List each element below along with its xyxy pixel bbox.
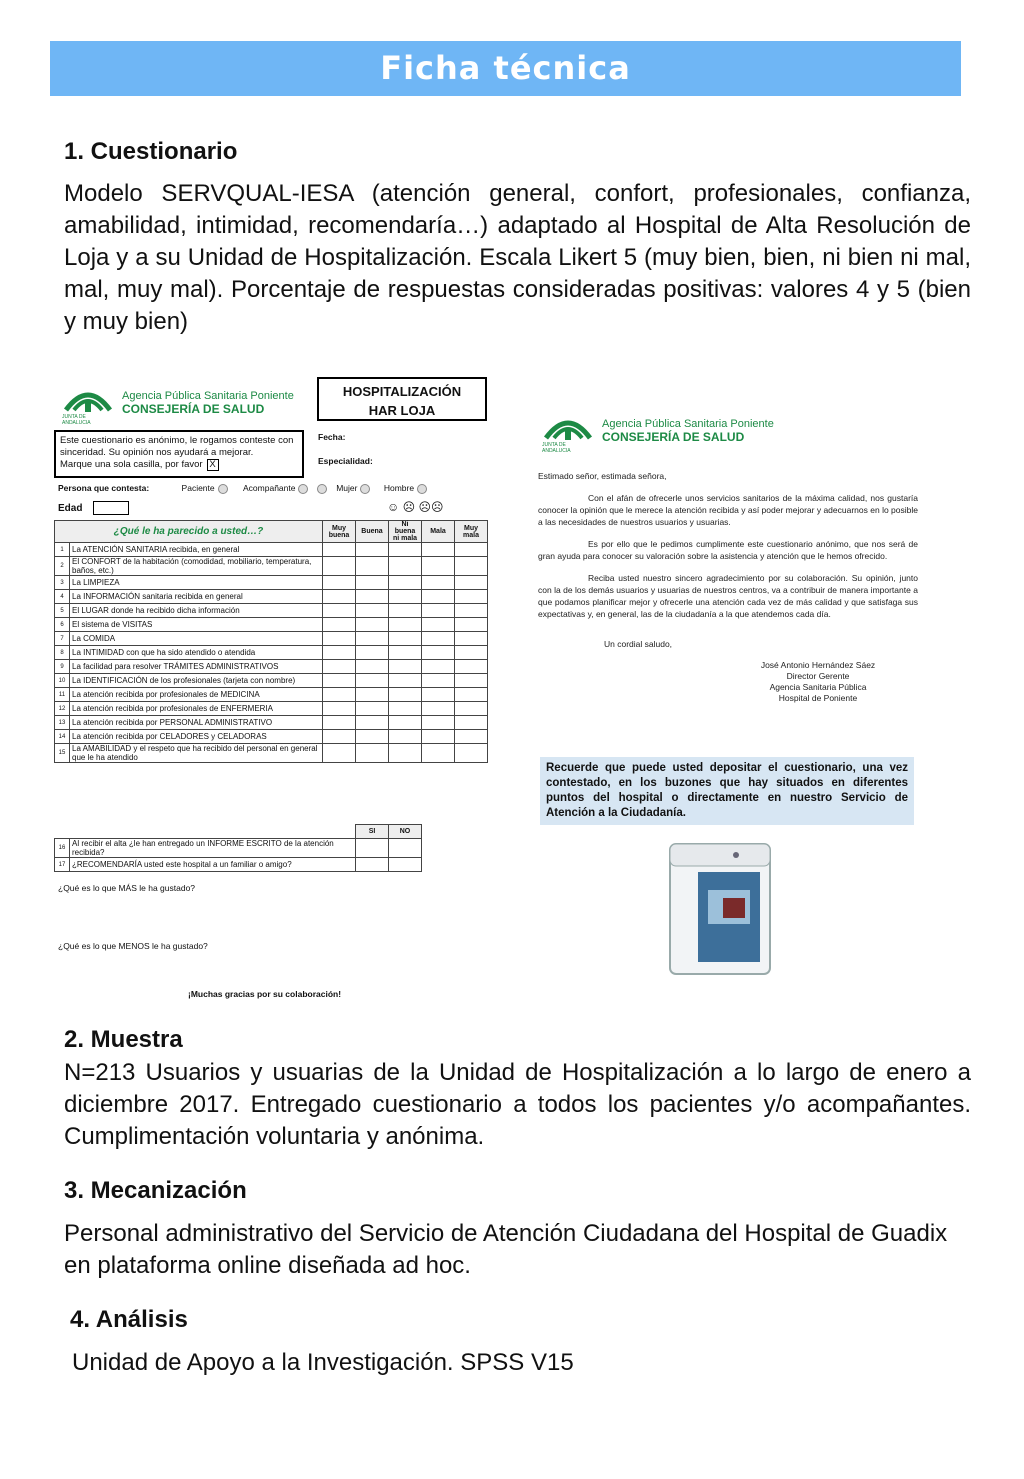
rating-cell[interactable] xyxy=(455,618,488,632)
letter-signature xyxy=(718,660,918,704)
rating-cell[interactable] xyxy=(323,557,356,576)
example-checkbox: X xyxy=(207,459,219,471)
letter-closing: Un cordial saludo, xyxy=(604,639,673,649)
rating-cell[interactable] xyxy=(422,660,455,674)
item-number: 14 xyxy=(55,730,70,744)
yes-no-cell[interactable] xyxy=(389,839,422,858)
rating-cell[interactable] xyxy=(389,702,422,716)
rating-cell[interactable] xyxy=(422,646,455,660)
item-number: 8 xyxy=(55,646,70,660)
rating-cell[interactable] xyxy=(422,543,455,557)
rating-cell[interactable] xyxy=(323,660,356,674)
table-row xyxy=(55,646,488,660)
rating-cell[interactable] xyxy=(323,646,356,660)
item-number: 3 xyxy=(55,576,70,590)
item-number: 1 xyxy=(55,543,70,557)
intro-text: Este cuestionario es anónimo, le rogamos conteste con sinceridad. Su opinión nos ayudará a mejorar. xyxy=(60,435,294,458)
edad-label: Edad xyxy=(58,503,83,514)
persona-label: Persona que contesta: xyxy=(58,483,150,493)
mailbox-icon xyxy=(668,838,772,976)
rating-cell[interactable] xyxy=(356,632,389,646)
rating-cell[interactable] xyxy=(455,632,488,646)
section-2-heading: 2. Muestra xyxy=(64,1026,183,1053)
rating-cell[interactable] xyxy=(422,618,455,632)
table-row xyxy=(55,590,488,604)
rating-cell[interactable] xyxy=(389,646,422,660)
item-number: 4 xyxy=(55,590,70,604)
hombre-radio[interactable] xyxy=(417,484,427,494)
section-1-heading: 1. Cuestionario xyxy=(64,138,238,165)
consejeria-name: CONSEJERÍA DE SALUD xyxy=(122,402,265,416)
rating-cell[interactable] xyxy=(422,702,455,716)
rating-cell[interactable] xyxy=(422,590,455,604)
item-text: La atención recibida por profesionales de MEDICINA xyxy=(70,688,323,702)
mujer-label: Mujer xyxy=(336,483,358,493)
table-row xyxy=(55,604,488,618)
table-row xyxy=(55,716,488,730)
item-text: El sistema de VISITAS xyxy=(70,618,323,632)
paciente-label: Paciente xyxy=(181,483,215,493)
rating-cell[interactable] xyxy=(389,632,422,646)
rating-cell[interactable] xyxy=(389,604,422,618)
rating-cell[interactable] xyxy=(389,618,422,632)
letter-paragraph-3: Reciba usted nuestro sincero agradecimiento por su colaboración. Su opinión, junto con la de los demás usuarios y usuarias de nuestros centros, va a contribuir de manera importante a que podamos planificar mejor y ofrecerle una atención cada vez de más calidad y que satisfaga sus expectativas y, en general, las de la ciudadanía a la que atendemos cada día. xyxy=(538,573,918,619)
rating-cell[interactable] xyxy=(356,744,389,763)
section-2-text: N=213 Usuarios y usuarias de la Unidad de Hospitalización a lo largo de enero a diciembre 2017. Entregado cuestionario a todos los pacientes y/o acompañantes. Cumplimentación voluntaria y anónima. xyxy=(64,1059,971,1150)
box-line-2: HAR LOJA xyxy=(368,403,436,418)
rating-cell[interactable] xyxy=(455,716,488,730)
rating-cell[interactable] xyxy=(455,590,488,604)
section-1-text: Modelo SERVQUAL-IESA (atención general, confort, profesionales, confianza, amabilidad, intimidad, recomendaría…) adaptado al Hospital de Alta Resolución de Loja y a su Unidad de Hospitalización. Escala Likert 5 (muy bien, bien, ni bien ni mal, mal, muy mal). Porcentaje de respuestas consideradas positivas: valores 4 y 5 (bien y muy bien) xyxy=(64,180,971,335)
item-text: Al recibir el alta ¿le han entregado un INFORME ESCRITO de la atención recibida? xyxy=(70,839,356,858)
rating-cell[interactable] xyxy=(455,674,488,688)
item-text: La facilidad para resolver TRÁMITES ADMINISTRATIVOS xyxy=(70,660,323,674)
col-buena: Buena xyxy=(356,521,389,543)
letter-junta-logo-icon xyxy=(542,408,594,454)
rating-cell[interactable] xyxy=(356,618,389,632)
rating-cell[interactable] xyxy=(455,557,488,576)
item-text: La COMIDA xyxy=(70,632,323,646)
letter-logo xyxy=(542,408,774,454)
junta-label: JUNTA DE ANDALUCIA xyxy=(62,414,91,426)
rating-cell[interactable] xyxy=(389,543,422,557)
questionnaire-image xyxy=(52,370,492,1010)
signature-hospital: Hospital de Poniente xyxy=(778,693,858,703)
hospitalization-box xyxy=(317,377,487,421)
rating-cell[interactable] xyxy=(389,716,422,730)
table-row xyxy=(55,744,488,763)
table-row xyxy=(55,576,488,590)
intro-box xyxy=(54,430,304,478)
section-3-heading: 3. Mecanización xyxy=(64,1177,247,1204)
item-text: El CONFORT de la habitación (comodidad, mobiliario, temperatura, baños, etc.) xyxy=(70,557,323,576)
col-muy-mala: Muy mala xyxy=(455,521,488,543)
rating-cell[interactable] xyxy=(389,688,422,702)
rating-cell[interactable] xyxy=(356,646,389,660)
rating-cell[interactable] xyxy=(323,604,356,618)
item-text: La ATENCIÓN SANITARIA recibida, en general xyxy=(70,543,323,557)
letter-paragraph-2: Es por ello que le pedimos cumplimente este cuestionario anónimo, que nos será de gran ayuda para conocer su valoración sobre la asistencia y atención que le hemos ofrecido. xyxy=(538,539,918,561)
edad-input[interactable] xyxy=(93,501,129,515)
item-number: 2 xyxy=(55,557,70,576)
letter-junta-label: JUNTA DE ANDALUCIA xyxy=(542,442,571,454)
acompanante-label: Acompañante xyxy=(243,483,296,493)
item-number: 6 xyxy=(55,618,70,632)
item-text: La IDENTIFICACIÓN de los profesionales (tarjeta con nombre) xyxy=(70,674,323,688)
paciente-radio[interactable] xyxy=(218,484,228,494)
rating-cell[interactable] xyxy=(356,557,389,576)
letter-agency-name: Agencia Pública Sanitaria Poniente xyxy=(602,418,774,430)
signature-agency: Agencia Sanitaria Pública xyxy=(769,682,867,692)
rating-cell[interactable] xyxy=(323,702,356,716)
item-text: La INFORMACIÓN sanitaria recibida en general xyxy=(70,590,323,604)
page-title: Ficha técnica xyxy=(50,41,961,96)
rating-table-header xyxy=(55,521,488,543)
table-row xyxy=(55,702,488,716)
rating-cell[interactable] xyxy=(389,744,422,763)
item-text: La atención recibida por PERSONAL ADMINISTRATIVO xyxy=(70,716,323,730)
rating-cell[interactable] xyxy=(422,632,455,646)
rating-cell[interactable] xyxy=(422,604,455,618)
letter-consejeria-name: CONSEJERÍA DE SALUD xyxy=(602,430,745,444)
hombre-label: Hombre xyxy=(383,483,415,493)
rating-cell[interactable] xyxy=(323,716,356,730)
col-ni-buena: Ni buena ni mala xyxy=(389,521,422,543)
col-muy-buena: Muy buena xyxy=(323,521,356,543)
table-row xyxy=(55,557,488,576)
item-number: 10 xyxy=(55,674,70,688)
item-text: La INTIMIDAD con que ha sido atendido o atendida xyxy=(70,646,323,660)
rating-cell[interactable] xyxy=(323,688,356,702)
menos-question: ¿Qué es lo que MENOS le ha gustado? xyxy=(58,941,208,951)
reminder-box: Recuerde que puede usted depositar el cuestionario, una vez contestado, en los buzones que hay situados en diferentes puntos del hospital o directamente en nuestro Servicio de Atención a la Ciudadanía. xyxy=(540,757,914,825)
rating-cell[interactable] xyxy=(455,744,488,763)
rating-cell[interactable] xyxy=(323,618,356,632)
rating-cell[interactable] xyxy=(356,716,389,730)
item-number: 5 xyxy=(55,604,70,618)
yes-no-cell[interactable] xyxy=(389,858,422,872)
gracias-text: ¡Muchas gracias por su colaboración! xyxy=(188,989,342,999)
rating-cell[interactable] xyxy=(323,744,356,763)
item-number: 17 xyxy=(55,858,70,872)
table-row xyxy=(55,618,488,632)
rating-cell[interactable] xyxy=(455,543,488,557)
item-text: El LUGAR donde ha recibido dicha información xyxy=(70,604,323,618)
item-number: 12 xyxy=(55,702,70,716)
col-no: NO xyxy=(389,825,422,839)
junta-logo-icon xyxy=(62,380,114,426)
mujer-radio[interactable] xyxy=(360,484,370,494)
rating-cell[interactable] xyxy=(356,730,389,744)
rating-cell[interactable] xyxy=(356,543,389,557)
rating-cell[interactable] xyxy=(455,702,488,716)
rating-cell[interactable] xyxy=(356,702,389,716)
table-row xyxy=(55,858,422,872)
item-text: La LIMPIEZA xyxy=(70,576,323,590)
edad-row xyxy=(58,500,443,515)
rating-cell[interactable] xyxy=(356,674,389,688)
rating-cell[interactable] xyxy=(422,730,455,744)
signature-name: José Antonio Hernández Sáez xyxy=(760,660,876,670)
item-number: 11 xyxy=(55,688,70,702)
item-text: ¿RECOMENDARÍA usted este hospital a un familiar o amigo? xyxy=(70,858,356,872)
letter-paragraph-1: Con el afán de ofrecerle unos servicios sanitarios de la máxima calidad, nos gustaría conocer la opinión que le merece la atención recibida y así poder mejorar y adecuarnos en lo posible a las necesidades de nuestros usuarios y usuarias. xyxy=(538,493,918,527)
mas-question: ¿Qué es lo que MÁS le ha gustado? xyxy=(58,883,196,893)
rating-cell[interactable] xyxy=(356,688,389,702)
rating-cell[interactable] xyxy=(323,576,356,590)
item-number: 7 xyxy=(55,632,70,646)
rating-cell[interactable] xyxy=(356,660,389,674)
rating-cell[interactable] xyxy=(455,646,488,660)
table-row xyxy=(55,674,488,688)
rating-cell[interactable] xyxy=(389,576,422,590)
item-text: La AMABILIDAD y el respeto que ha recibido del personal en general que le ha atendido xyxy=(70,744,323,763)
yes-no-table xyxy=(54,824,422,872)
col-si: SI xyxy=(356,825,389,839)
intro-mark-text: Marque una sola casilla, por favor xyxy=(60,459,203,470)
item-number: 13 xyxy=(55,716,70,730)
rating-cell[interactable] xyxy=(356,576,389,590)
rating-cell[interactable] xyxy=(323,590,356,604)
letter-body xyxy=(538,470,918,704)
rating-cell[interactable] xyxy=(455,688,488,702)
agency-name: Agencia Pública Sanitaria Poniente xyxy=(122,390,294,402)
rating-cell[interactable] xyxy=(356,590,389,604)
persona-row xyxy=(58,483,430,494)
rating-cell[interactable] xyxy=(455,604,488,618)
rating-cell[interactable] xyxy=(323,674,356,688)
signature-role: Director Gerente xyxy=(786,671,850,681)
yes-no-cell[interactable] xyxy=(356,858,389,872)
table-row xyxy=(55,660,488,674)
rating-cell[interactable] xyxy=(389,660,422,674)
table-row xyxy=(55,632,488,646)
rating-cell[interactable] xyxy=(455,576,488,590)
especialidad-label: Especialidad: xyxy=(318,456,373,466)
rating-cell[interactable] xyxy=(455,730,488,744)
rating-cell[interactable] xyxy=(422,716,455,730)
rating-cell[interactable] xyxy=(422,744,455,763)
yes-no-header-blank xyxy=(55,825,356,839)
rating-cell[interactable] xyxy=(356,604,389,618)
item-text: La atención recibida por CELADORES y CELADORAS xyxy=(70,730,323,744)
rating-cell[interactable] xyxy=(422,674,455,688)
letter-greeting: Estimado señor, estimada señora, xyxy=(538,471,667,481)
col-mala: Mala xyxy=(422,521,455,543)
table-row xyxy=(55,839,422,858)
item-text: La atención recibida por profesionales de ENFERMERIA xyxy=(70,702,323,716)
rating-cell[interactable] xyxy=(323,543,356,557)
rating-cell[interactable] xyxy=(422,576,455,590)
rating-cell[interactable] xyxy=(389,590,422,604)
box-line-1: HOSPITALIZACIÓN xyxy=(342,384,462,399)
rating-cell[interactable] xyxy=(389,557,422,576)
rating-cell[interactable] xyxy=(422,688,455,702)
rating-cell[interactable] xyxy=(323,730,356,744)
questionnaire-logo xyxy=(62,380,294,426)
section-4-heading: 4. Análisis xyxy=(70,1306,188,1333)
rating-cell[interactable] xyxy=(389,730,422,744)
table-row xyxy=(55,543,488,557)
item-number: 15 xyxy=(55,744,70,763)
item-number: 16 xyxy=(55,839,70,858)
rating-cell[interactable] xyxy=(455,660,488,674)
section-3-text: Personal administrativo del Servicio de Atención Ciudadana del Hospital de Guadix en plataforma online diseñada ad hoc. xyxy=(64,1220,948,1279)
rating-table xyxy=(54,520,488,763)
rating-cell[interactable] xyxy=(389,674,422,688)
item-number: 9 xyxy=(55,660,70,674)
section-4-text: Unidad de Apoyo a la Investigación. SPSS V15 xyxy=(72,1349,574,1376)
question-header: ¿Qué le ha parecido a usted…? xyxy=(55,521,323,543)
rating-cell[interactable] xyxy=(323,632,356,646)
fecha-label: Fecha: xyxy=(318,432,346,442)
acompanante-radio[interactable] xyxy=(298,484,308,494)
table-row xyxy=(55,730,488,744)
neutral-radio[interactable] xyxy=(317,484,327,494)
rating-cell[interactable] xyxy=(422,557,455,576)
table-row xyxy=(55,688,488,702)
yes-no-cell[interactable] xyxy=(356,839,389,858)
yes-no-header xyxy=(55,825,422,839)
smiley-faces-icon: ☺ ☹ ☹☹ xyxy=(387,500,444,514)
